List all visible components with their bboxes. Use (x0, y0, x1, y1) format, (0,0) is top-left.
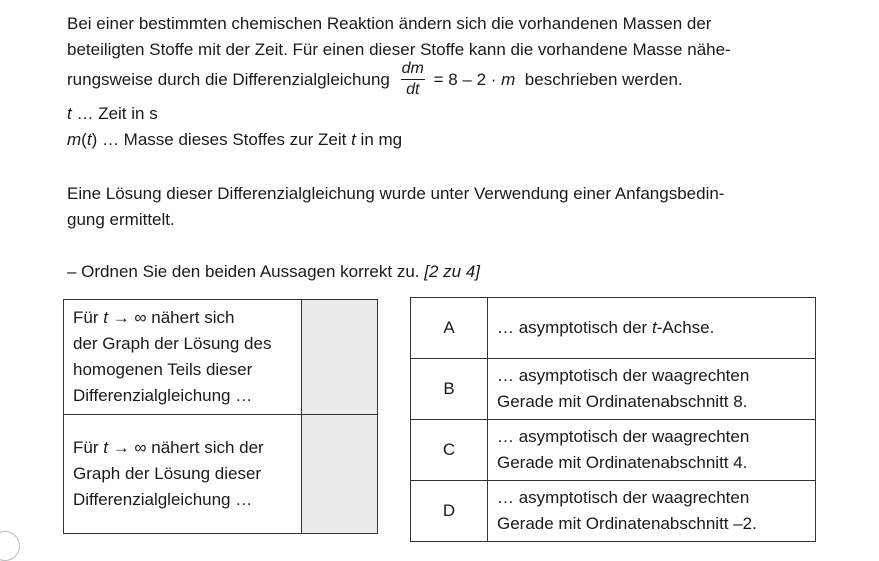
statement-rest: nähert sich (151, 308, 235, 327)
intro-line-3-end: beschrieben werden. (524, 69, 683, 89)
statement-line-3: Differenzialgleichung … (73, 490, 253, 509)
option-text (488, 359, 816, 420)
option-row-d (411, 481, 816, 542)
definition-t-var: t (67, 104, 72, 123)
option-line-1: … asymptotisch der waagrechten (497, 427, 750, 446)
intro-line-3 (67, 62, 857, 99)
statement-cell (64, 300, 302, 415)
statement-cell (64, 415, 302, 534)
option-letter: A (411, 298, 488, 359)
paragraph-2 (67, 181, 857, 232)
option-text-b: -Achse. (656, 318, 715, 337)
statement-row (64, 415, 378, 534)
statement-arrow: → ∞ (107, 308, 152, 327)
definition-m-var: m (67, 130, 82, 149)
paragraph-2-line-1: Eine Lösung dieser Differenzialgleichung wurde unter Verwendung einer Anfangsbedin- (67, 184, 725, 203)
statement-pre: Für (73, 308, 104, 327)
statement-var: t (103, 438, 108, 457)
option-letter: C (411, 420, 488, 481)
statement-line-2: der Graph der Lösung des (73, 334, 272, 353)
task-text: – Ordnen Sie den beiden Aussagen korrekt zu. (67, 262, 425, 281)
statement-var: t (103, 308, 108, 327)
definition-m-text-a: ) … Masse dieses Stoffes zur Zeit (91, 130, 352, 149)
definition-m-t: t (351, 130, 356, 149)
option-letter: D (411, 481, 488, 542)
definition-t-text: … Zeit in s (71, 104, 158, 123)
intro-line-1: Bei einer bestimmten chemischen Reaktion ändern sich die vorhandenen Massen der (67, 14, 712, 33)
definition-m-arg: t (86, 130, 92, 149)
option-row-b (411, 359, 816, 420)
option-line-2: Gerade mit Ordinatenabschnitt –2. (497, 514, 757, 533)
option-line-1: … asymptotisch der waagrechten (497, 366, 750, 385)
options-table (410, 297, 816, 542)
task-points: [2 zu 4] (424, 262, 480, 281)
definition-m-text-b: in mg (355, 130, 403, 149)
paragraph-2-line-2: gung ermittelt. (67, 209, 175, 229)
answer-box-2[interactable] (301, 415, 377, 534)
fraction-numerator: dm (401, 61, 425, 80)
statement-line-4: Differenzialgleichung … (73, 386, 253, 405)
option-letter: B (411, 359, 488, 420)
option-text (488, 481, 816, 542)
intro-paragraph (67, 11, 857, 99)
option-text-a: … asymptotisch der (497, 318, 652, 337)
option-line-2: Gerade mit Ordinatenabschnitt 4. (497, 453, 748, 472)
task-instruction (67, 260, 480, 284)
differential-fraction (401, 61, 425, 98)
option-text (488, 420, 816, 481)
equation-variable-m: m (501, 69, 516, 89)
statements-table (63, 299, 378, 534)
answer-box-1[interactable] (301, 300, 377, 415)
intro-line-2: beteiligten Stoffe mit der Zeit. Für einen dieser Stoffe kann die vorhandene Masse nähe- (67, 39, 731, 59)
option-line-1: … asymptotisch der waagrechten (497, 488, 750, 507)
statement-pre: Für (73, 438, 104, 457)
statement-line-2: Graph der Lösung dieser (73, 464, 262, 483)
option-line-2: Gerade mit Ordinatenabschnitt 8. (497, 392, 748, 411)
intro-line-3-text: rungsweise durch die Differenzialgleichung (67, 69, 390, 89)
equation-rhs: = 8 – 2 · (433, 69, 502, 89)
option-text (488, 298, 816, 359)
fraction-denominator: dt (406, 81, 420, 98)
statement-rest: nähert sich der (151, 438, 264, 457)
statement-line-3: homogenen Teils dieser (73, 360, 253, 379)
statement-arrow: → ∞ (107, 438, 152, 457)
definition-m (67, 129, 402, 151)
definition-t (67, 103, 158, 125)
corner-circle-mark (0, 531, 20, 561)
option-row-a (411, 298, 816, 359)
option-text-var: t (651, 318, 657, 337)
option-row-c (411, 420, 816, 481)
statement-row (64, 300, 378, 415)
definition-m-paren: ( (81, 130, 87, 149)
